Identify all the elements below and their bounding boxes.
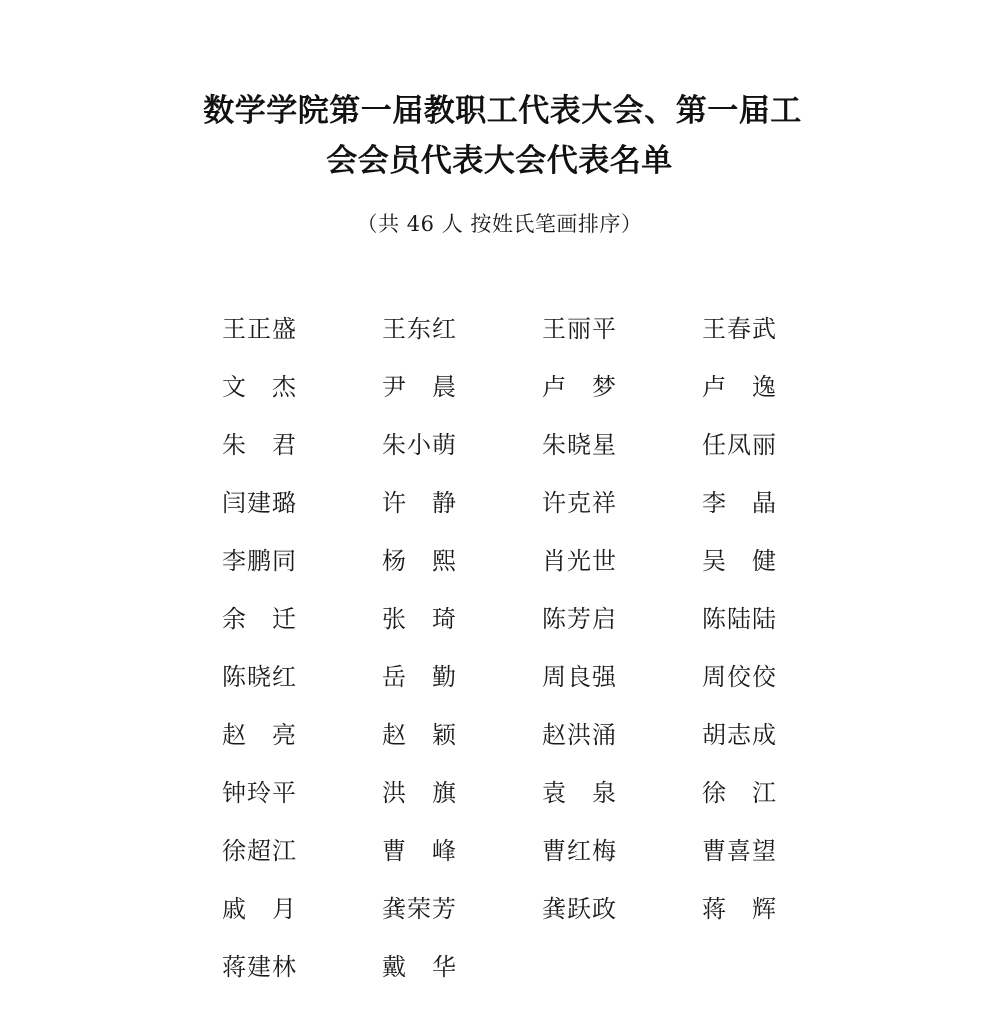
name-item: 卢 梦 bbox=[542, 373, 617, 402]
name-item: 王春武 bbox=[702, 315, 777, 344]
name-item: 赵洪涌 bbox=[542, 721, 617, 750]
name-item: 陈芳启 bbox=[542, 605, 617, 634]
name-item: 王丽平 bbox=[542, 315, 617, 344]
name-item: 李 晶 bbox=[702, 489, 777, 518]
name-item: 赵 亮 bbox=[222, 721, 297, 750]
name-item: 尹 晨 bbox=[382, 373, 457, 402]
name-item-empty bbox=[660, 938, 820, 996]
name-item: 蒋 辉 bbox=[702, 895, 777, 924]
name-item: 肖光世 bbox=[542, 547, 617, 576]
name-item: 赵 颖 bbox=[382, 721, 457, 750]
name-item: 徐超江 bbox=[222, 837, 297, 866]
name-item: 曹喜望 bbox=[702, 837, 777, 866]
representative-name-grid bbox=[180, 238, 820, 996]
name-item: 周良强 bbox=[542, 663, 617, 692]
page-title-line-2: 会会员代表大会代表名单 bbox=[326, 143, 673, 180]
name-item: 洪 旗 bbox=[382, 779, 457, 808]
name-item: 朱晓星 bbox=[542, 431, 617, 460]
name-item: 余 迁 bbox=[222, 605, 297, 634]
name-item: 闫建璐 bbox=[222, 489, 297, 518]
name-item: 朱小萌 bbox=[382, 431, 457, 460]
name-item: 许 静 bbox=[382, 489, 457, 518]
page-subtitle: （共 46 人 按姓氏笔画排序） bbox=[356, 212, 643, 237]
page-title-line-1: 数学学院第一届教职工代表大会、第一届工 bbox=[203, 93, 802, 129]
name-item: 王正盛 bbox=[222, 315, 297, 344]
name-item: 曹 峰 bbox=[382, 837, 457, 866]
name-item: 龚荣芳 bbox=[382, 895, 457, 924]
name-item: 蒋建林 bbox=[222, 953, 297, 982]
name-item: 周佼佼 bbox=[702, 663, 777, 692]
name-item: 陈陆陆 bbox=[702, 605, 777, 634]
name-item: 卢 逸 bbox=[702, 373, 777, 402]
name-item: 李鹏同 bbox=[222, 547, 297, 576]
name-item: 岳 勤 bbox=[382, 663, 457, 692]
name-item: 胡志成 bbox=[702, 721, 777, 750]
name-item-empty bbox=[500, 938, 660, 996]
name-item: 戚 月 bbox=[222, 895, 297, 924]
name-item: 王东红 bbox=[382, 315, 457, 344]
name-item: 吴 健 bbox=[702, 547, 777, 576]
name-item: 曹红梅 bbox=[542, 837, 617, 866]
name-item: 袁 泉 bbox=[542, 779, 617, 808]
page-title bbox=[0, 0, 999, 186]
name-item: 许克祥 bbox=[542, 489, 617, 518]
name-item: 钟玲平 bbox=[222, 779, 297, 808]
name-item: 杨 熙 bbox=[382, 547, 457, 576]
name-item: 任凤丽 bbox=[702, 431, 777, 460]
name-item: 文 杰 bbox=[222, 373, 297, 402]
name-item: 陈晓红 bbox=[222, 663, 297, 692]
name-item: 张 琦 bbox=[382, 605, 457, 634]
name-item: 龚跃政 bbox=[542, 895, 617, 924]
name-item: 朱 君 bbox=[222, 431, 297, 460]
name-item: 戴 华 bbox=[382, 953, 457, 982]
name-item: 徐 江 bbox=[702, 779, 777, 808]
